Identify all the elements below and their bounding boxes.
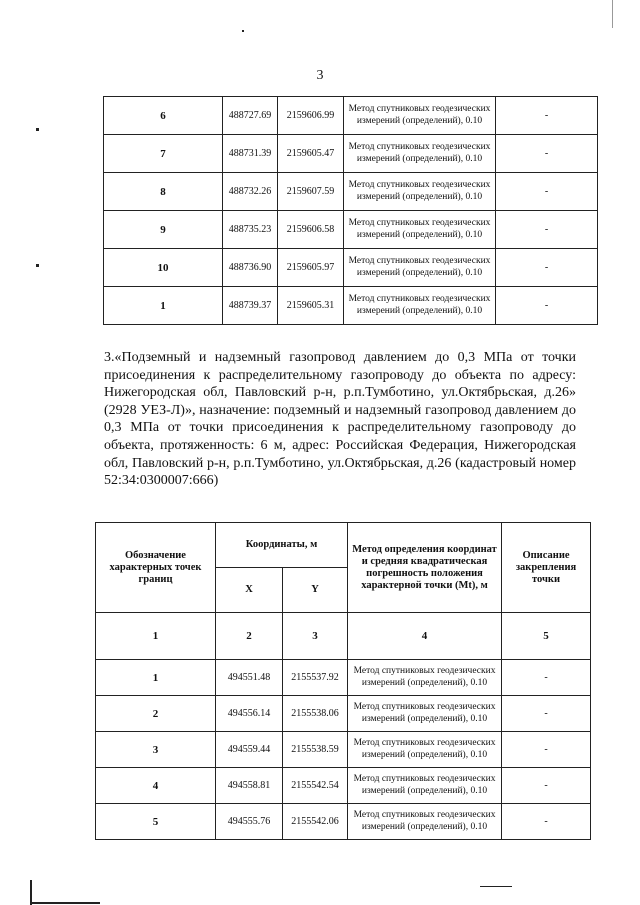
header-description: Описание закрепления точки [502,523,591,613]
fixing-cell: - [496,135,598,173]
x-cell: 488731.39 [223,135,278,173]
table-row [96,660,591,696]
x-cell: 488732.26 [223,173,278,211]
method-cell: Метод спутниковых геодезических измерений (определений), 0.10 [344,97,496,135]
page-number: 3 [316,68,324,83]
fixing-cell: - [496,287,598,325]
point-cell: 3 [96,732,216,768]
y-cell: 2155542.06 [283,804,348,840]
column-number-row [96,613,591,660]
point-cell: 10 [104,249,223,287]
method-cell: Метод спутниковых геодезических измерений (определений), 0.10 [348,660,502,696]
header-method: Метод определения координат и средняя квадратическая погрешность положения характерной точки (Mt), м [348,523,502,613]
point-cell: 6 [104,97,223,135]
point-cell: 9 [104,211,223,249]
y-cell: 2159606.99 [278,97,344,135]
table-row [96,804,591,840]
x-cell: 494558.81 [216,768,283,804]
header-y: Y [283,568,348,613]
x-cell: 494555.76 [216,804,283,840]
column-number: 3 [283,613,348,660]
scan-mark [480,886,512,887]
method-cell: Метод спутниковых геодезических измерений (определений), 0.10 [348,732,502,768]
y-cell: 2159606.58 [278,211,344,249]
header-designation: Обозначение характерных точек границ [96,523,216,613]
fixing-cell: - [496,249,598,287]
x-cell: 494551.48 [216,660,283,696]
object-description-paragraph: 3.«Подземный и надземный газопровод давлением до 0,3 МПа от точки присоединения к распределительному газопроводу до объекта по адресу: Нижегородская обл, Павловский р-н, р.п.Тумботино, ул.Октябрьская, д.26» (2928 УЕЗ-Л)», назначение: подземный и надземный газопровод давлением до 0,3 МПа от точки присоединения к распределительному газопроводу до объекта, протяженность: 6 м, адрес: Российская Федерация, Нижегородская обл, Павловский р-н, р.п.Тумботино, ул.Октябрьская, д.26 (кадастровый номер 52:34:0300007:666) [104,350,576,489]
column-number: 1 [96,613,216,660]
method-cell: Метод спутниковых геодезических измерений (определений), 0.10 [348,804,502,840]
header-coordinates: Координаты, м [216,523,348,568]
table-row [104,97,598,135]
table-row [96,696,591,732]
fixing-cell: - [502,732,591,768]
header-x: X [216,568,283,613]
x-cell: 488739.37 [223,287,278,325]
fixing-cell: - [496,211,598,249]
scan-mark [30,902,100,904]
x-cell: 488736.90 [223,249,278,287]
table-row [104,249,598,287]
column-number: 2 [216,613,283,660]
table-row [104,211,598,249]
column-number: 4 [348,613,502,660]
method-cell: Метод спутниковых геодезических измерений (определений), 0.10 [348,696,502,732]
x-cell: 488735.23 [223,211,278,249]
scan-mark [242,30,244,32]
fixing-cell: - [502,660,591,696]
x-cell: 494559.44 [216,732,283,768]
method-cell: Метод спутниковых геодезических измерений (определений), 0.10 [344,135,496,173]
point-cell: 1 [96,660,216,696]
y-cell: 2155537.92 [283,660,348,696]
coordinates-table-continued [103,96,598,325]
point-cell: 2 [96,696,216,732]
point-cell: 8 [104,173,223,211]
method-cell: Метод спутниковых геодезических измерений (определений), 0.10 [344,287,496,325]
method-cell: Метод спутниковых геодезических измерений (определений), 0.10 [344,249,496,287]
method-cell: Метод спутниковых геодезических измерений (определений), 0.10 [344,173,496,211]
y-cell: 2159605.47 [278,135,344,173]
fixing-cell: - [496,97,598,135]
table-row [104,173,598,211]
y-cell: 2159607.59 [278,173,344,211]
y-cell: 2155542.54 [283,768,348,804]
y-cell: 2159605.31 [278,287,344,325]
fixing-cell: - [502,768,591,804]
method-cell: Метод спутниковых геодезических измерений (определений), 0.10 [348,768,502,804]
y-cell: 2155538.59 [283,732,348,768]
coordinates-table [95,522,591,840]
y-cell: 2159605.97 [278,249,344,287]
scan-mark [36,128,39,131]
fixing-cell: - [496,173,598,211]
x-cell: 494556.14 [216,696,283,732]
method-cell: Метод спутниковых геодезических измерений (определений), 0.10 [344,211,496,249]
point-cell: 1 [104,287,223,325]
table-row [96,768,591,804]
scan-mark [612,0,613,28]
table-row [96,732,591,768]
y-cell: 2155538.06 [283,696,348,732]
scan-mark [36,264,39,267]
point-cell: 7 [104,135,223,173]
fixing-cell: - [502,804,591,840]
fixing-cell: - [502,696,591,732]
column-number: 5 [502,613,591,660]
x-cell: 488727.69 [223,97,278,135]
table-row [104,135,598,173]
point-cell: 4 [96,768,216,804]
table-row [104,287,598,325]
point-cell: 5 [96,804,216,840]
